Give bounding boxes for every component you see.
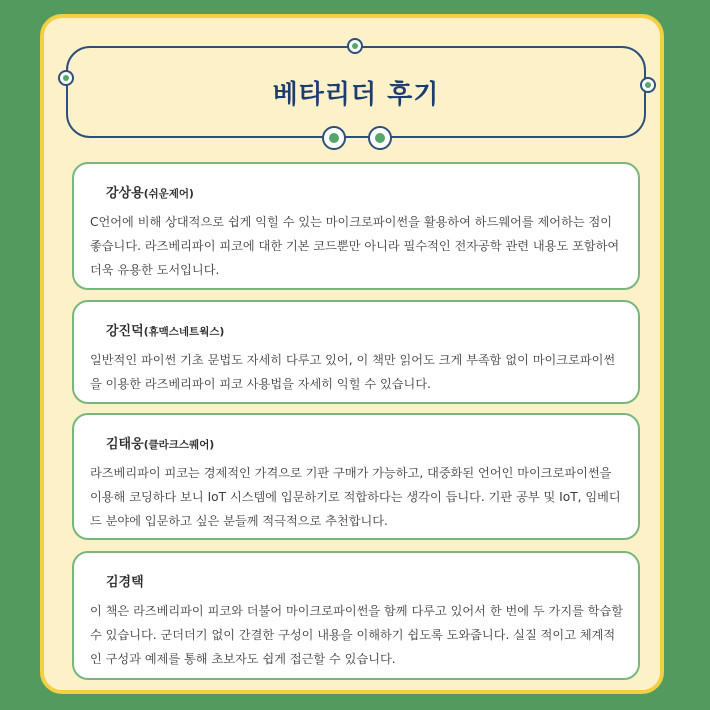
review-text: 이 책은 라즈베리파이 피코와 더불어 마이크로파이썬을 함께 다루고 있어서 한 번에 두 가지를 학습할 수 있습니다. 군더더기 없이 간결한 구성이 내용을 이해하기 쉽도록 도와줍니다. 실질 적이고 체계적인 구성과 예제를 통해 초보자도 쉽게 접근할 수 있습니다. [90,604,624,666]
reviewer-affiliation: (쉬운제어) [143,188,194,200]
reviewer-name: 강상용(쉬운제어) [106,186,194,201]
reviewer-affiliation: (휴맥스네트웍스) [143,326,225,338]
reviewer-name: 김태웅(클라크스퀘어) [106,437,215,452]
review-card [72,162,640,290]
review-text: 라즈베리파이 피코는 경제적인 가격으로 기판 구매가 가능하고, 대중화된 언어인 마이크로파이썬을 이용해 코딩하다 보니 IoT 시스템에 입문하기로 적합하다는 생각이 듭니다. 기판 공부 및 IoT, 임베디드 분야에 입문하고 싶은 분들께 적극적으로 추천합니다. [90,466,621,528]
review-text: 일반적인 파이썬 기초 문법도 자세히 다루고 있어, 이 책만 읽어도 크게 부족함 없이 마이크로파이썬을 이용한 라즈베리파이 피코 사용법을 자세히 익힐 수 있습니다. [90,353,616,391]
reviewer-name: 강진덕(휴맥스네트웍스) [106,324,225,339]
page-title: 베타리더 후기 [272,80,440,110]
frame-bottom-dot-icon [368,126,392,150]
review-card [72,551,640,680]
reviewer-affiliation: (클라크스퀘어) [143,439,215,451]
frame-top-dot-icon [347,38,363,54]
review-card [72,300,640,404]
review-text: C언어에 비해 상대적으로 쉽게 익힐 수 있는 마이크로파이썬을 활용하여 하드웨어를 제어하는 점이 좋습니다. 라즈베리파이 피코에 대한 기본 코드뿐만 아니라 필수적인 전자공학 관련 내용도 포함하여 더욱 유용한 도서입니다. [90,215,620,277]
review-card [72,413,640,540]
frame-bottom-dot-icon [322,126,346,150]
reviewer-name: 김경택 [106,575,144,590]
